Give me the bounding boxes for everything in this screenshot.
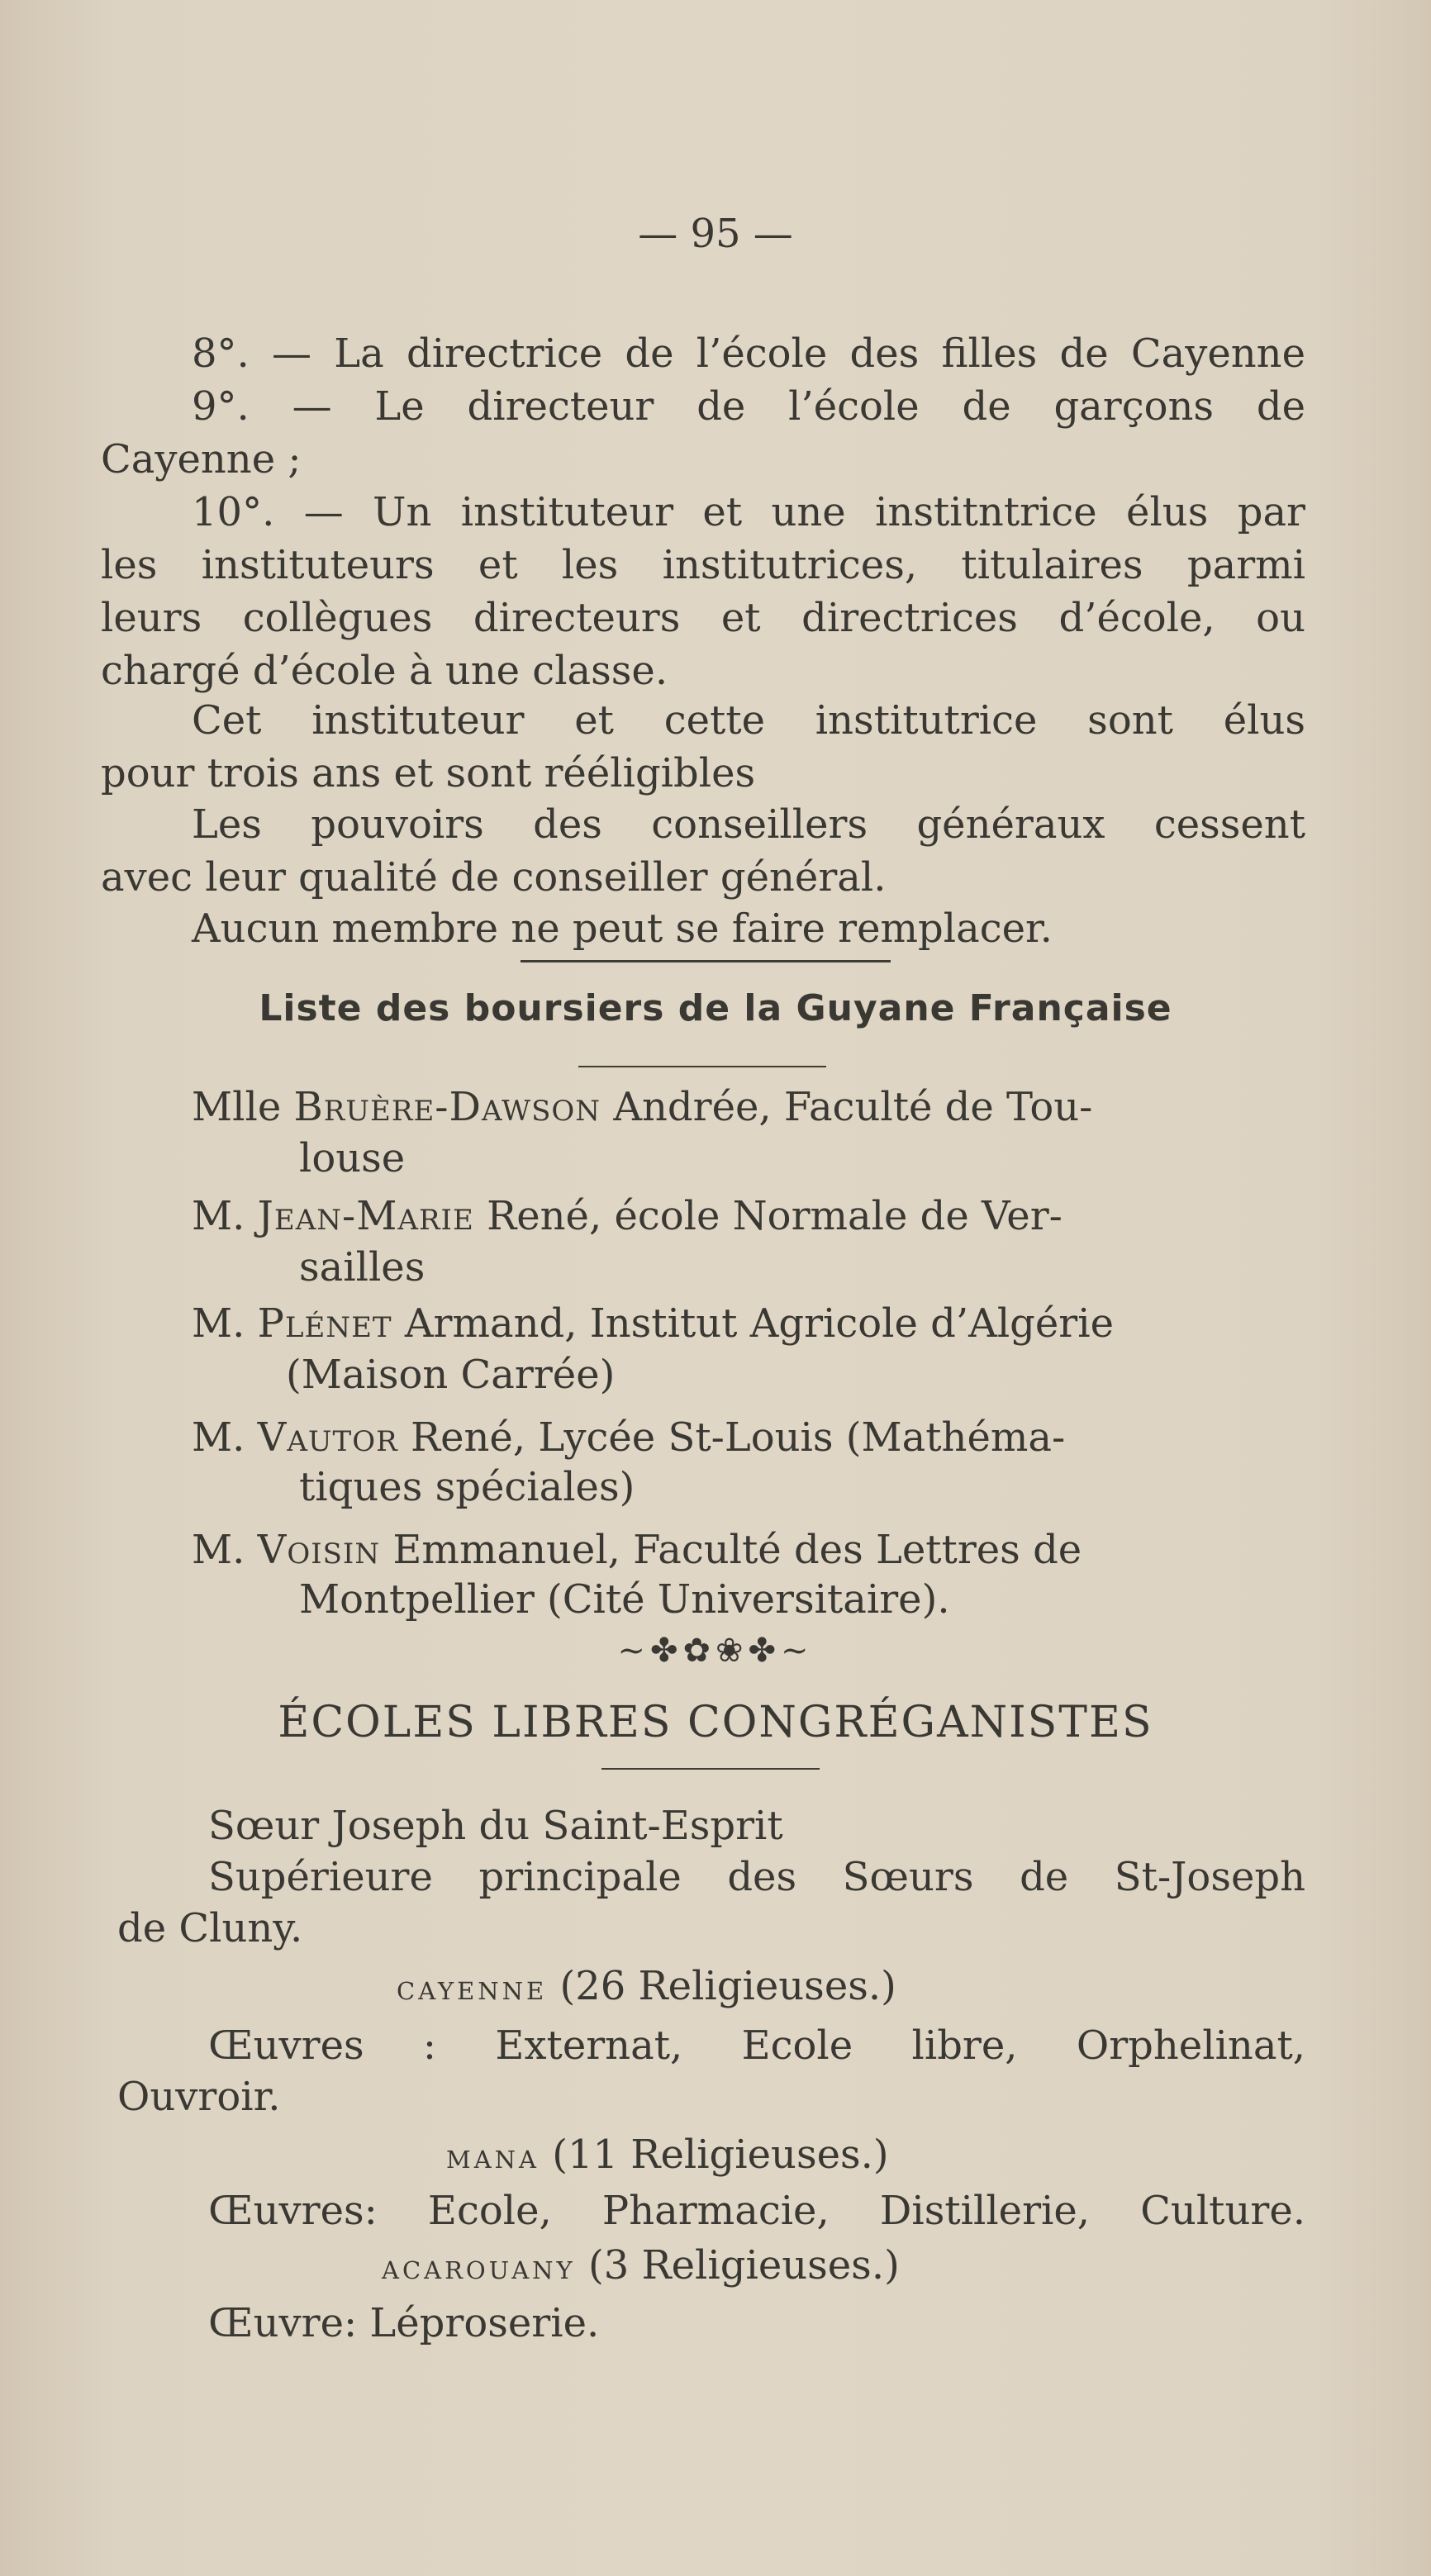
boursier-title: M. [192, 1300, 245, 1347]
place-name: acarouany [382, 2246, 576, 2287]
boursier-detail: Armand, Institut Agricole d’Algérie [404, 1300, 1115, 1347]
religieuses-count: (3 Religieuses.) [587, 2242, 900, 2288]
cayenne-line [397, 1961, 896, 2013]
council-line: Les pouvoirs des conseillers généraux cessent [192, 801, 1305, 848]
page-number: — 95 — [638, 211, 793, 257]
oeuvres-line: Œuvres : Externat, Ecole libre, Orphelinat, [208, 2022, 1305, 2069]
place-name: cayenne [397, 1967, 548, 2008]
boursier-surname: Jean-Marie [257, 1193, 474, 1239]
ecoles-line: Sœur Joseph du Saint-Esprit [208, 1803, 783, 1849]
boursier-surname: Plénet [257, 1300, 392, 1347]
boursier-surname: Bruère-Dawson [293, 1084, 601, 1130]
council-line: Cet instituteur et cette institutrice sont élus [192, 697, 1305, 744]
divider [521, 960, 891, 962]
mana-line [446, 2130, 889, 2181]
boursier-surname: Voisin [257, 1527, 381, 1573]
boursier-detail-cont: tiques spéciales) [299, 1464, 635, 1510]
council-line: 9°. — Le directeur de l’école de garçons de [192, 383, 1305, 430]
oeuvres-line: Ouvroir. [117, 2074, 281, 2120]
council-line: les instituteurs et les institutrices, titulaires parmi [101, 542, 1305, 588]
boursiers-heading: Liste des boursiers de la Guyane Française [259, 987, 1172, 1029]
boursier-title: M. [192, 1527, 245, 1573]
council-line: chargé d’école à une classe. [101, 648, 668, 694]
boursier-detail: René, école Normale de Ver- [487, 1193, 1063, 1239]
boursier-detail-cont: sailles [299, 1244, 425, 1290]
religieuses-count: (26 Religieuses.) [559, 1963, 896, 2009]
ecoles-heading: ÉCOLES LIBRES CONGRÉGANISTES [278, 1698, 1153, 1747]
council-line: avec leur qualité de conseiller général. [101, 854, 887, 901]
boursier-detail-cont: louse [299, 1135, 406, 1181]
boursier-detail: Andrée, Faculté de Tou- [613, 1084, 1093, 1130]
religieuses-count: (11 Religieuses.) [552, 2132, 889, 2178]
divider [601, 1768, 820, 1770]
ornament-flourish: ~✤✿❀✤~ [617, 1632, 814, 1670]
boursier-detail-cont: (Maison Carrée) [286, 1352, 616, 1398]
oeuvres-line: Œuvres: Ecole, Pharmacie, Distillerie, Culture. [208, 2188, 1305, 2234]
boursier-surname: Vautor [257, 1414, 398, 1461]
divider [578, 1066, 826, 1067]
council-line: 10°. — Un instituteur et une institntrice élus par [192, 489, 1305, 535]
ecoles-line: Supérieure principale des Sœurs de St-Joseph [208, 1854, 1305, 1900]
boursier-detail: Emmanuel, Faculté des Lettres de [392, 1527, 1082, 1573]
boursier-title: Mlle [192, 1084, 282, 1130]
council-line: Aucun membre ne peut se faire remplacer. [192, 905, 1053, 952]
acarouany-line [382, 2241, 900, 2292]
boursier-title: M. [192, 1193, 245, 1239]
place-name: mana [446, 2136, 540, 2176]
council-line: leurs collègues directeurs et directrices d’école, ou [101, 595, 1305, 641]
council-line: pour trois ans et sont rééligibles [101, 750, 756, 796]
boursier-detail-cont: Montpellier (Cité Universitaire). [299, 1576, 950, 1623]
boursier-title: M. [192, 1414, 245, 1461]
council-line: 8°. — La directrice de l’école des filles de Cayenne [192, 330, 1305, 377]
boursier-detail: René, Lycée St-Louis (Mathéma- [410, 1414, 1066, 1461]
oeuvre-line: Œuvre: Léproserie. [208, 2300, 600, 2346]
council-line: Cayenne ; [101, 436, 302, 482]
ecoles-line: de Cluny. [117, 1905, 303, 1951]
